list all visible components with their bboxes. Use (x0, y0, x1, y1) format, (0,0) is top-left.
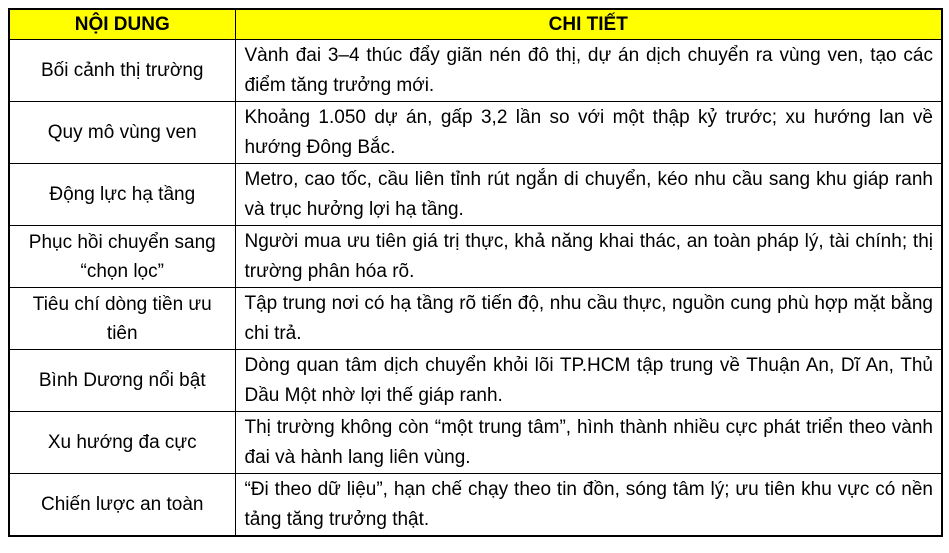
table-row (9, 350, 942, 412)
detail-cell: Dòng quan tâm dịch chuyển khỏi lõi TP.HCM tập trung về Thuận An, Dĩ An, Thủ Dầu Một nhờ lợi thế giáp ranh. (235, 350, 942, 412)
table-row (9, 412, 942, 474)
content-table-container (8, 8, 941, 537)
table-row (9, 40, 942, 102)
detail-cell: Người mua ưu tiên giá trị thực, khả năng khai thác, an toàn pháp lý, tài chính; thị trường phân hóa rõ. (235, 226, 942, 288)
table-row (9, 164, 942, 226)
topic-cell: Chiến lược an toàn (9, 474, 235, 537)
detail-cell: Khoảng 1.050 dự án, gấp 3,2 lần so với một thập kỷ trước; xu hướng lan về hướng Đông Bắc. (235, 102, 942, 164)
column-header-chi-tiet: CHI TIẾT (235, 9, 942, 40)
table-row (9, 288, 942, 350)
topic-cell: Quy mô vùng ven (9, 102, 235, 164)
detail-cell: Tập trung nơi có hạ tầng rõ tiến độ, nhu cầu thực, nguồn cung phù hợp mặt bằng chi trả. (235, 288, 942, 350)
detail-cell: “Đi theo dữ liệu”, hạn chế chạy theo tin đồn, sóng tâm lý; ưu tiên khu vực có nền tảng tăng trưởng thật. (235, 474, 942, 537)
table-row (9, 226, 942, 288)
detail-cell: Vành đai 3–4 thúc đẩy giãn nén đô thị, dự án dịch chuyển ra vùng ven, tạo các điểm tăng trưởng mới. (235, 40, 942, 102)
detail-cell: Thị trường không còn “một trung tâm”, hình thành nhiều cực phát triển theo vành đai và hành lang liên vùng. (235, 412, 942, 474)
topic-cell: Bối cảnh thị trường (9, 40, 235, 102)
topic-cell: Động lực hạ tầng (9, 164, 235, 226)
column-header-noi-dung: NỘI DUNG (9, 9, 235, 40)
header-row (9, 9, 942, 40)
topic-cell: Xu hướng đa cực (9, 412, 235, 474)
topic-cell: Bình Dương nổi bật (9, 350, 235, 412)
detail-cell: Metro, cao tốc, cầu liên tỉnh rút ngắn di chuyển, kéo nhu cầu sang khu giáp ranh và trục hưởng lợi hạ tầng. (235, 164, 942, 226)
table-row (9, 474, 942, 537)
table-row (9, 102, 942, 164)
content-table (8, 8, 943, 537)
topic-cell: Phục hồi chuyển sang “chọn lọc” (9, 226, 235, 288)
topic-cell: Tiêu chí dòng tiền ưu tiên (9, 288, 235, 350)
